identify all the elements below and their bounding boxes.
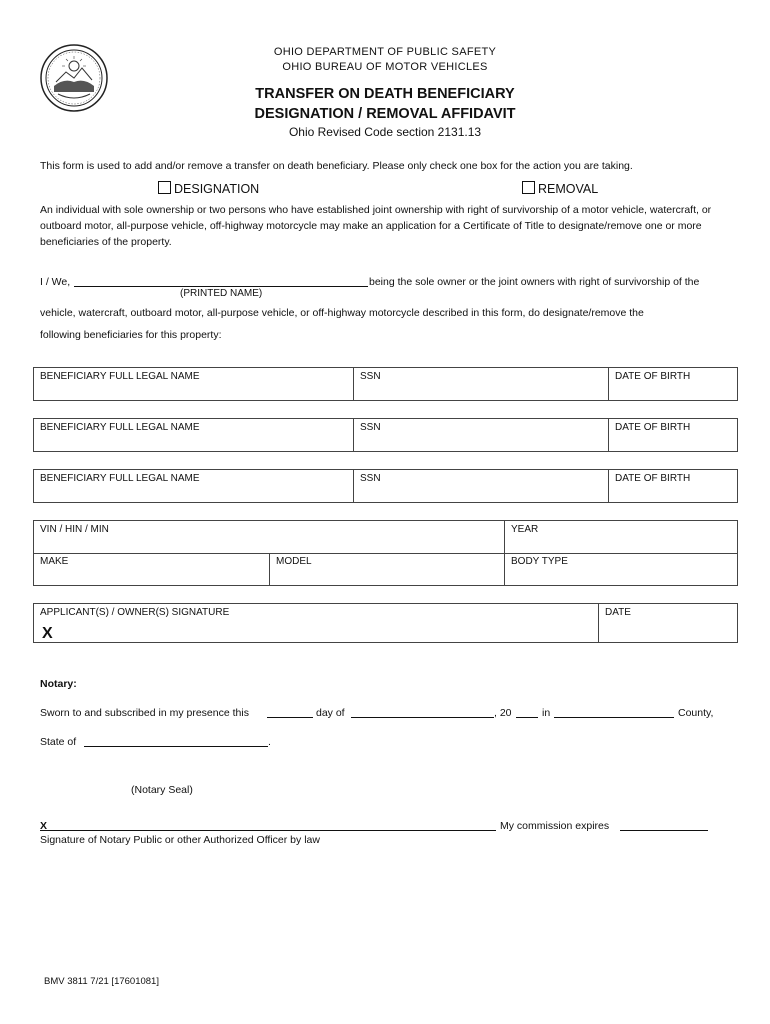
dob-label: DATE OF BIRTH — [615, 473, 691, 484]
eligibility-text: An individual with sole ownership or two persons who have established joint ownership with right of survivorship of a motor vehicle, watercraft, or outboard motor, all-purpose vehicle, off-highway motorcycle may make an application for a Certificate of Title to designate/remove one or more beneficiaries of the property. — [40, 204, 712, 248]
month-field[interactable] — [351, 717, 494, 718]
dob-label: DATE OF BIRTH — [615, 422, 691, 433]
state-period: . — [268, 736, 271, 748]
date-label: DATE — [605, 607, 631, 618]
vehicle-info-box[interactable] — [33, 520, 738, 586]
notary-seal-label: (Notary Seal) — [131, 784, 193, 796]
declaration-prefix: I / We, — [40, 276, 71, 288]
removal-label: REMOVAL — [538, 182, 599, 196]
bureau-name: OHIO BUREAU OF MOTOR VEHICLES — [282, 61, 488, 73]
state-field[interactable] — [84, 746, 268, 747]
designation-option[interactable] — [158, 181, 259, 196]
declaration-suffix: being the sole owner or the joint owners with right of survivorship of the — [369, 276, 700, 288]
in-text: in — [542, 707, 551, 719]
vin-label: VIN / HIN / MIN — [40, 524, 109, 535]
beneficiary-row-1[interactable] — [33, 367, 738, 401]
beneficiary-name-label: BENEFICIARY FULL LEGAL NAME — [40, 371, 200, 382]
dob-label: DATE OF BIRTH — [615, 371, 691, 382]
commission-text: My commission expires — [500, 820, 610, 832]
year-prefix-text: , 20 — [494, 707, 512, 719]
code-reference: Ohio Revised Code section 2131.13 — [288, 125, 482, 139]
signature-box[interactable] — [33, 603, 738, 643]
form-title-line1: TRANSFER ON DEATH BENEFICIARY — [255, 86, 515, 102]
printed-name-label: (PRINTED NAME) — [180, 288, 263, 299]
commission-expiry-field[interactable] — [620, 830, 708, 831]
designation-checkbox[interactable] — [158, 181, 171, 194]
ssn-label: SSN — [360, 473, 381, 484]
declaration-line2: vehicle, watercraft, outboard motor, all-purpose vehicle, or off-highway motorcycle described in this form, do designate/remove the — [40, 307, 644, 319]
notary-heading: Notary: — [40, 678, 77, 690]
state-of-text: State of — [40, 736, 77, 748]
body-type-label: BODY TYPE — [511, 556, 568, 567]
designation-label: DESIGNATION — [174, 182, 260, 196]
notary-signature-caption: Signature of Notary Public or other Authorized Officer by law — [40, 834, 320, 846]
day-of-text: day of — [316, 707, 345, 719]
model-label: MODEL — [276, 556, 312, 567]
beneficiary-row-2[interactable] — [33, 418, 738, 452]
form-id: BMV 3811 7/21 [17601081] — [44, 976, 159, 987]
notary-x-mark: X — [40, 820, 48, 832]
removal-option[interactable] — [522, 181, 598, 196]
year-label: YEAR — [511, 524, 539, 535]
printed-name-field[interactable] — [74, 286, 368, 287]
year-field[interactable] — [516, 717, 538, 718]
county-text: County, — [678, 707, 714, 719]
signature-label: APPLICANT(S) / OWNER(S) SIGNATURE — [40, 607, 230, 618]
declaration-line3: following beneficiaries for this property: — [40, 329, 222, 341]
make-label: MAKE — [40, 556, 69, 567]
form-title-line2: DESIGNATION / REMOVAL AFFIDAVIT — [254, 106, 516, 122]
signature-x-mark: X — [42, 625, 53, 642]
intro-text: This form is used to add and/or remove a transfer on death beneficiary. Please only check one box for the action you are taking. — [40, 160, 633, 172]
county-field[interactable] — [554, 717, 674, 718]
beneficiary-name-label: BENEFICIARY FULL LEGAL NAME — [40, 473, 200, 484]
ssn-label: SSN — [360, 422, 381, 433]
department-name: OHIO DEPARTMENT OF PUBLIC SAFETY — [273, 46, 497, 58]
sworn-prefix: Sworn to and subscribed in my presence this — [40, 707, 249, 719]
day-field[interactable] — [267, 717, 313, 718]
removal-checkbox[interactable] — [522, 181, 535, 194]
beneficiary-name-label: BENEFICIARY FULL LEGAL NAME — [40, 422, 200, 433]
notary-signature-field[interactable] — [40, 830, 496, 831]
beneficiary-row-3[interactable] — [33, 469, 738, 503]
ssn-label: SSN — [360, 371, 381, 382]
